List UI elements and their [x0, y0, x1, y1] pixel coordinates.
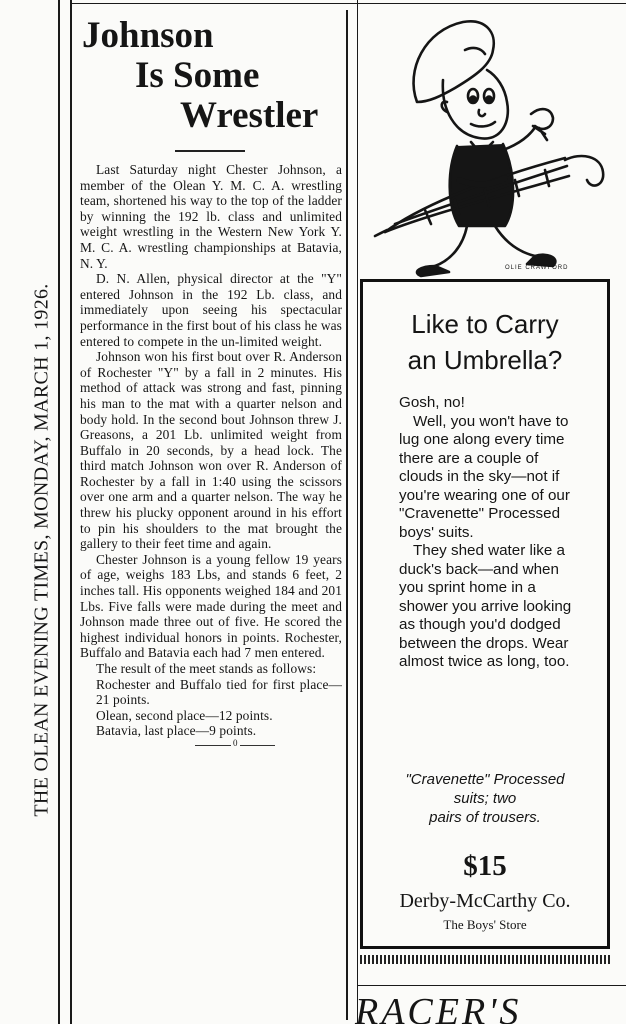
- end-mark: 0: [233, 737, 238, 748]
- top-rule: [72, 3, 626, 4]
- headline-line-1: Johnson: [82, 15, 214, 56]
- ad-store: The Boys' Store: [443, 917, 527, 932]
- headline-divider: [175, 150, 245, 152]
- side-banner-text: THE OLEAN EVENING TIMES, MONDAY, MARCH 1, 1926.: [30, 283, 53, 817]
- article-paragraph: Chester Johnson is a young fellow 19 years of age, weighs 183 Lbs, and stands 6 feet, 2 inches tall. His opponents weighed 184 and 201 Lbs. Five falls were made during the meet and Johnson made three out of five. He scored the highest individual honors in points. Rochester, Buffalo and Batavia each had 7 men entered.: [80, 551, 342, 661]
- decorative-border: [360, 955, 610, 964]
- column-rule-left-inner: [70, 0, 72, 1024]
- article-paragraph: D. N. Allen, physical director at the "Y" entered Johnson in the 192 Lb. class, and immediately upon seeing his spectacular performance in the first bout of his class he was entered to compete in the un-limited weight.: [80, 271, 342, 349]
- result-line: Rochester and Buffalo tied for first place—21 points.: [96, 676, 342, 708]
- cartoon-credit: OLIE CRAWFORD: [505, 265, 569, 271]
- side-banner: [22, 225, 62, 875]
- bottom-rule: [358, 985, 626, 986]
- ad-copy: [399, 394, 583, 672]
- ad-headline-line-2: an Umbrella?: [407, 345, 563, 375]
- article-paragraph: Johnson won his first bout over R. Anderson of Rochester "Y" by a fall in 2 minutes. His method of attack was strong and fast, pinning his man to the mat with a quarter nelson and body hold. In the second bout Johnson threw J. Greasons, a 201 Lb. unlimited weight from Buffalo in 20 seconds, by a head lock. The third match Johnson won over R. Anderson of Rochester by a fall in 1:40 using the scissors over one arm and a quarter nelson. The way he threw his plucky opponent around in his effort to pin his shoulders to the mat brought the gallery to their feet time and again.: [80, 349, 342, 552]
- column-rule-left: [58, 0, 60, 1024]
- ad-headline: [363, 306, 607, 378]
- next-ad-headline: RACER'S: [355, 991, 522, 1024]
- ad-price: $15: [463, 850, 507, 882]
- boy-with-umbrella-illustration: [355, 10, 620, 280]
- ad-copy-paragraph: Well, you won't have to lug one along every time there are a couple of clouds in the sky—not if you're wearing one of our "Cravenette" Processed boys' suits.: [399, 412, 570, 541]
- ad-company: Derby-McCarthy Co.: [399, 890, 571, 912]
- article-paragraph: The result of the meet stands as follows:: [96, 661, 317, 676]
- headline-line-3: Wrestler: [180, 95, 319, 136]
- clothing-advertisement: [360, 279, 610, 949]
- result-line: Olean, second place—12 points.: [96, 707, 273, 723]
- article-headline: [80, 16, 342, 136]
- ad-tagline-line-2: pairs of trousers.: [429, 809, 541, 826]
- headline-line-2: Is Some: [135, 55, 260, 96]
- article-body: [80, 162, 342, 739]
- ad-headline-line-1: Like to Carry: [411, 309, 559, 339]
- ad-copy-line: Gosh, no!: [399, 394, 465, 411]
- article: [80, 16, 342, 746]
- column-rule-middle: [346, 10, 348, 1020]
- ad-copy-paragraph: They shed water like a duck's back—and when you sprint home in a shower you arrive looking as though you'd dodged between the drops. Wear almost twice as long, too.: [399, 542, 572, 670]
- result-line: Batavia, last place—9 points.: [96, 723, 257, 739]
- article-end-rule: [195, 737, 275, 748]
- ad-tagline-line-1: "Cravenette" Processed suits; two: [405, 771, 565, 807]
- article-paragraph: Last Saturday night Chester Johnson, a member of the Olean Y. M. C. A. wrestling team, shortened his way to the top of the ladder by winning the 192 lb. class and unlimited weight wrestling in the Western New York Y. M. C. A. wrestling championships at Batavia, N. Y.: [80, 162, 342, 271]
- ad-tagline: [363, 770, 607, 827]
